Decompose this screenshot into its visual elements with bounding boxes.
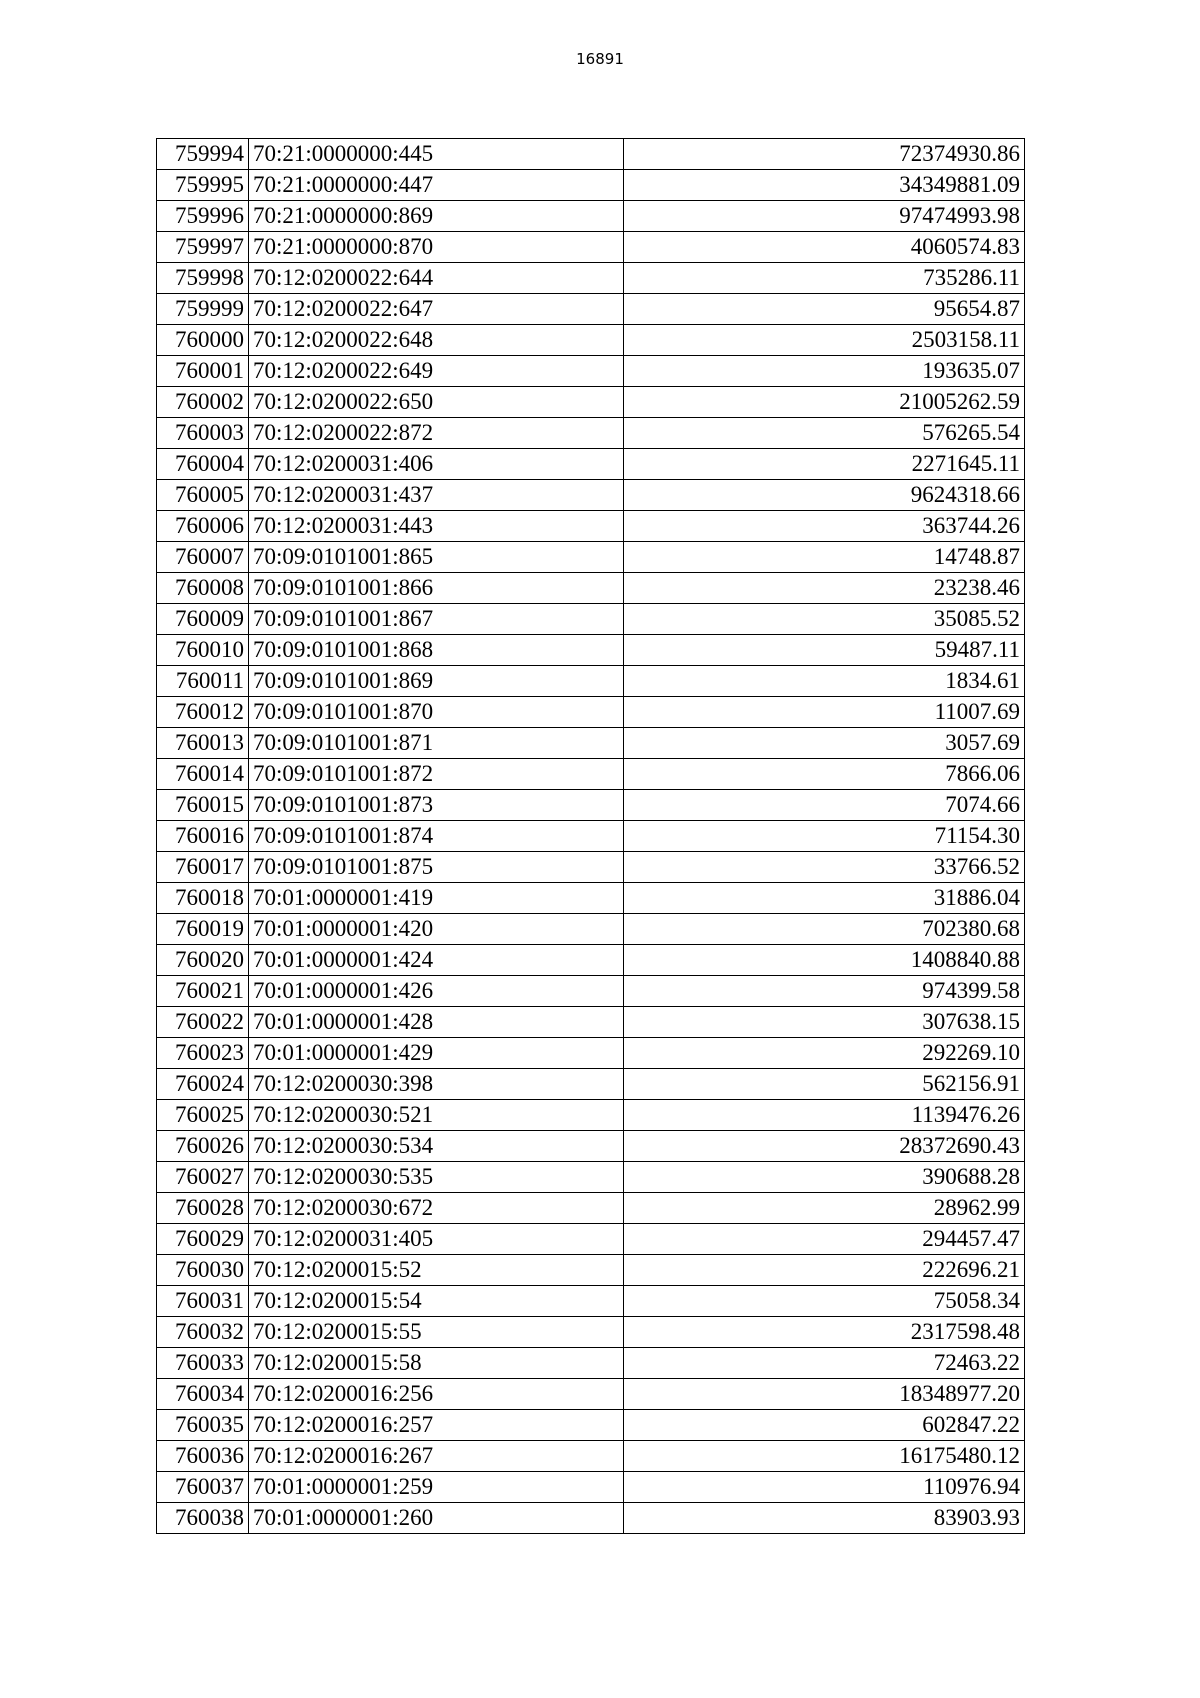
- cadastral-value-cell: 1408840.88: [624, 945, 1025, 976]
- cadastral-number-cell: 70:01:0000001:429: [249, 1038, 624, 1069]
- cadastral-value-cell: 576265.54: [624, 418, 1025, 449]
- row-number-cell: 759997: [157, 232, 249, 263]
- cadastral-value-cell: 562156.91: [624, 1069, 1025, 1100]
- cadastral-number-cell: 70:21:0000000:445: [249, 139, 624, 170]
- table-row: [157, 1379, 1025, 1410]
- row-number-cell: 759995: [157, 170, 249, 201]
- row-number-cell: 760038: [157, 1503, 249, 1534]
- cadastral-number-cell: 70:01:0000001:424: [249, 945, 624, 976]
- table-row: [157, 1348, 1025, 1379]
- cadastral-number-cell: 70:09:0101001:871: [249, 728, 624, 759]
- table-row: [157, 1441, 1025, 1472]
- cadastral-number-cell: 70:01:0000001:259: [249, 1472, 624, 1503]
- cadastral-number-cell: 70:12:0200015:52: [249, 1255, 624, 1286]
- cadastral-value-cell: 33766.52: [624, 852, 1025, 883]
- row-number-cell: 760002: [157, 387, 249, 418]
- cadastral-value-cell: 2271645.11: [624, 449, 1025, 480]
- cadastral-value-cell: 83903.93: [624, 1503, 1025, 1534]
- cadastral-value-cell: 7074.66: [624, 790, 1025, 821]
- cadastral-value-cell: 21005262.59: [624, 387, 1025, 418]
- table-row: [157, 728, 1025, 759]
- row-number-cell: 760024: [157, 1069, 249, 1100]
- cadastral-value-cell: 110976.94: [624, 1472, 1025, 1503]
- table-row: [157, 1286, 1025, 1317]
- row-number-cell: 760012: [157, 697, 249, 728]
- row-number-cell: 760001: [157, 356, 249, 387]
- row-number-cell: 760006: [157, 511, 249, 542]
- cadastral-number-cell: 70:21:0000000:447: [249, 170, 624, 201]
- table-row: [157, 1038, 1025, 1069]
- row-number-cell: 760017: [157, 852, 249, 883]
- cadastral-value-cell: 28372690.43: [624, 1131, 1025, 1162]
- row-number-cell: 760011: [157, 666, 249, 697]
- cadastral-value-cell: 14748.87: [624, 542, 1025, 573]
- cadastral-number-cell: 70:12:0200022:647: [249, 294, 624, 325]
- cadastral-number-cell: 70:12:0200015:55: [249, 1317, 624, 1348]
- row-number-cell: 760029: [157, 1224, 249, 1255]
- table-row: [157, 1100, 1025, 1131]
- cadastral-number-cell: 70:12:0200022:644: [249, 263, 624, 294]
- cadastral-value-cell: 59487.11: [624, 635, 1025, 666]
- table-row: [157, 263, 1025, 294]
- table-row: [157, 356, 1025, 387]
- table-row: [157, 573, 1025, 604]
- cadastral-value-cell: 2503158.11: [624, 325, 1025, 356]
- cadastral-value-cell: 363744.26: [624, 511, 1025, 542]
- table-row: [157, 387, 1025, 418]
- cadastral-value-cell: 72374930.86: [624, 139, 1025, 170]
- cadastral-value-cell: 735286.11: [624, 263, 1025, 294]
- row-number-cell: 760026: [157, 1131, 249, 1162]
- table-row: [157, 1007, 1025, 1038]
- cadastral-value-cell: 11007.69: [624, 697, 1025, 728]
- cadastral-number-cell: 70:09:0101001:873: [249, 790, 624, 821]
- row-number-cell: 760023: [157, 1038, 249, 1069]
- cadastral-number-cell: 70:12:0200016:257: [249, 1410, 624, 1441]
- cadastral-value-cell: 71154.30: [624, 821, 1025, 852]
- row-number-cell: 760036: [157, 1441, 249, 1472]
- row-number-cell: 759998: [157, 263, 249, 294]
- cadastral-value-cell: 4060574.83: [624, 232, 1025, 263]
- row-number-cell: 760016: [157, 821, 249, 852]
- row-number-cell: 760007: [157, 542, 249, 573]
- cadastral-value-cell: 3057.69: [624, 728, 1025, 759]
- table-row: [157, 697, 1025, 728]
- cadastral-number-cell: 70:01:0000001:420: [249, 914, 624, 945]
- table-row: [157, 449, 1025, 480]
- table-row: [157, 976, 1025, 1007]
- table-row: [157, 511, 1025, 542]
- row-number-cell: 759999: [157, 294, 249, 325]
- row-number-cell: 760022: [157, 1007, 249, 1038]
- cadastral-value-cell: 974399.58: [624, 976, 1025, 1007]
- cadastral-value-cell: 222696.21: [624, 1255, 1025, 1286]
- table-row: [157, 1193, 1025, 1224]
- table-row: [157, 201, 1025, 232]
- table-row: [157, 1317, 1025, 1348]
- row-number-cell: 760020: [157, 945, 249, 976]
- cadastral-number-cell: 70:12:0200016:267: [249, 1441, 624, 1472]
- row-number-cell: 760008: [157, 573, 249, 604]
- row-number-cell: 760028: [157, 1193, 249, 1224]
- cadastral-value-cell: 23238.46: [624, 573, 1025, 604]
- table-row: [157, 604, 1025, 635]
- row-number-cell: 760034: [157, 1379, 249, 1410]
- row-number-cell: 760032: [157, 1317, 249, 1348]
- page-number: 16891: [576, 50, 624, 68]
- table-row: [157, 852, 1025, 883]
- row-number-cell: 760015: [157, 790, 249, 821]
- cadastral-value-cell: 2317598.48: [624, 1317, 1025, 1348]
- row-number-cell: 760030: [157, 1255, 249, 1286]
- cadastral-value-cell: 1834.61: [624, 666, 1025, 697]
- cadastral-number-cell: 70:21:0000000:869: [249, 201, 624, 232]
- table-row: [157, 1472, 1025, 1503]
- cadastral-number-cell: 70:09:0101001:866: [249, 573, 624, 604]
- table-row: [157, 1503, 1025, 1534]
- cadastral-value-cell: 28962.99: [624, 1193, 1025, 1224]
- table-row: [157, 542, 1025, 573]
- table-row: [157, 1410, 1025, 1441]
- cadastral-number-cell: 70:12:0200030:672: [249, 1193, 624, 1224]
- cadastral-number-cell: 70:09:0101001:867: [249, 604, 624, 635]
- table-row: [157, 790, 1025, 821]
- cadastral-value-cell: 7866.06: [624, 759, 1025, 790]
- cadastral-number-cell: 70:01:0000001:419: [249, 883, 624, 914]
- table-row: [157, 883, 1025, 914]
- table-row: [157, 1224, 1025, 1255]
- table-row: [157, 139, 1025, 170]
- cadastral-value-cell: 1139476.26: [624, 1100, 1025, 1131]
- cadastral-number-cell: 70:12:0200030:521: [249, 1100, 624, 1131]
- row-number-cell: 760033: [157, 1348, 249, 1379]
- cadastral-value-cell: 193635.07: [624, 356, 1025, 387]
- cadastral-value-cell: 97474993.98: [624, 201, 1025, 232]
- row-number-cell: 759996: [157, 201, 249, 232]
- row-number-cell: 760019: [157, 914, 249, 945]
- cadastral-number-cell: 70:12:0200031:443: [249, 511, 624, 542]
- cadastral-value-cell: 31886.04: [624, 883, 1025, 914]
- row-number-cell: 760009: [157, 604, 249, 635]
- cadastral-value-cell: 35085.52: [624, 604, 1025, 635]
- table-row: [157, 170, 1025, 201]
- row-number-cell: 760014: [157, 759, 249, 790]
- cadastral-value-cell: 75058.34: [624, 1286, 1025, 1317]
- table-row: [157, 914, 1025, 945]
- row-number-cell: 760025: [157, 1100, 249, 1131]
- cadastral-value-cell: 702380.68: [624, 914, 1025, 945]
- table-row: [157, 759, 1025, 790]
- cadastral-number-cell: 70:09:0101001:869: [249, 666, 624, 697]
- table-row: [157, 666, 1025, 697]
- row-number-cell: 759994: [157, 139, 249, 170]
- cadastral-number-cell: 70:12:0200030:398: [249, 1069, 624, 1100]
- cadastral-number-cell: 70:12:0200030:535: [249, 1162, 624, 1193]
- cadastral-number-cell: 70:12:0200015:54: [249, 1286, 624, 1317]
- cadastral-number-cell: 70:09:0101001:872: [249, 759, 624, 790]
- cadastral-value-cell: 16175480.12: [624, 1441, 1025, 1472]
- cadastral-value-cell: 95654.87: [624, 294, 1025, 325]
- cadastral-value-cell: 307638.15: [624, 1007, 1025, 1038]
- cadastral-number-cell: 70:12:0200022:650: [249, 387, 624, 418]
- cadastral-number-cell: 70:09:0101001:875: [249, 852, 624, 883]
- cadastral-number-cell: 70:01:0000001:426: [249, 976, 624, 1007]
- row-number-cell: 760010: [157, 635, 249, 666]
- cadastral-value-cell: 34349881.09: [624, 170, 1025, 201]
- cadastral-number-cell: 70:12:0200031:406: [249, 449, 624, 480]
- row-number-cell: 760013: [157, 728, 249, 759]
- cadastral-number-cell: 70:01:0000001:260: [249, 1503, 624, 1534]
- table-row: [157, 294, 1025, 325]
- row-number-cell: 760031: [157, 1286, 249, 1317]
- table-row: [157, 1255, 1025, 1286]
- cadastral-number-cell: 70:12:0200022:649: [249, 356, 624, 387]
- table-row: [157, 325, 1025, 356]
- row-number-cell: 760021: [157, 976, 249, 1007]
- cadastral-number-cell: 70:21:0000000:870: [249, 232, 624, 263]
- cadastral-number-cell: 70:01:0000001:428: [249, 1007, 624, 1038]
- table-row: [157, 232, 1025, 263]
- row-number-cell: 760005: [157, 480, 249, 511]
- cadastral-number-cell: 70:09:0101001:868: [249, 635, 624, 666]
- row-number-cell: 760000: [157, 325, 249, 356]
- cadastral-number-cell: 70:09:0101001:870: [249, 697, 624, 728]
- row-number-cell: 760035: [157, 1410, 249, 1441]
- cadastral-value-cell: 602847.22: [624, 1410, 1025, 1441]
- cadastral-number-cell: 70:12:0200022:872: [249, 418, 624, 449]
- table-row: [157, 635, 1025, 666]
- table-body: [157, 139, 1025, 1534]
- cadastral-number-cell: 70:12:0200016:256: [249, 1379, 624, 1410]
- cadastral-number-cell: 70:12:0200022:648: [249, 325, 624, 356]
- row-number-cell: 760037: [157, 1472, 249, 1503]
- table-row: [157, 1162, 1025, 1193]
- table-row: [157, 418, 1025, 449]
- cadastral-value-cell: 292269.10: [624, 1038, 1025, 1069]
- row-number-cell: 760018: [157, 883, 249, 914]
- table-row: [157, 945, 1025, 976]
- table-row: [157, 1069, 1025, 1100]
- cadastral-value-cell: 72463.22: [624, 1348, 1025, 1379]
- row-number-cell: 760027: [157, 1162, 249, 1193]
- cadastral-number-cell: 70:09:0101001:874: [249, 821, 624, 852]
- cadastral-value-cell: 390688.28: [624, 1162, 1025, 1193]
- table-row: [157, 480, 1025, 511]
- cadastral-number-cell: 70:12:0200030:534: [249, 1131, 624, 1162]
- row-number-cell: 760003: [157, 418, 249, 449]
- row-number-cell: 760004: [157, 449, 249, 480]
- cadastral-value-cell: 9624318.66: [624, 480, 1025, 511]
- cadastral-number-cell: 70:12:0200031:437: [249, 480, 624, 511]
- table-row: [157, 821, 1025, 852]
- cadastral-value-table: [156, 138, 1025, 1534]
- cadastral-number-cell: 70:12:0200015:58: [249, 1348, 624, 1379]
- cadastral-value-cell: 18348977.20: [624, 1379, 1025, 1410]
- table-row: [157, 1131, 1025, 1162]
- cadastral-value-cell: 294457.47: [624, 1224, 1025, 1255]
- cadastral-number-cell: 70:12:0200031:405: [249, 1224, 624, 1255]
- cadastral-number-cell: 70:09:0101001:865: [249, 542, 624, 573]
